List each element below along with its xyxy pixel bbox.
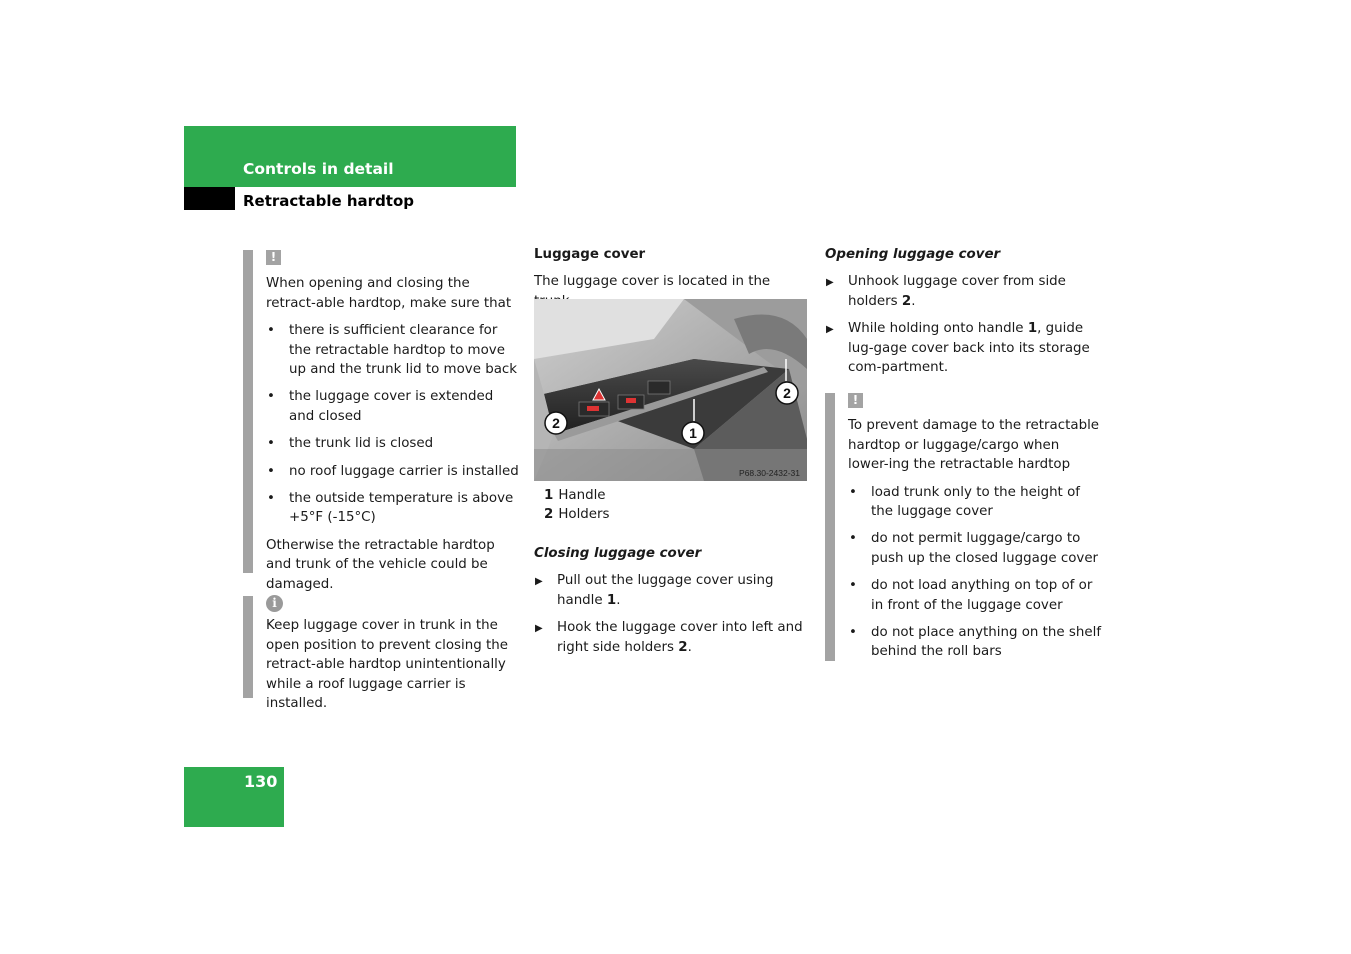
legend-item bbox=[544, 486, 804, 505]
section-title: Controls in detail bbox=[243, 160, 394, 178]
list-item: • the outside temperature is above +5°F (-15°C) bbox=[266, 489, 521, 528]
callout-handle bbox=[682, 422, 704, 444]
opening-step bbox=[825, 319, 1103, 377]
damage-warning-note bbox=[848, 391, 1103, 670]
step-end: . bbox=[687, 639, 692, 655]
step-text: Pull out the luggage cover using handle bbox=[557, 573, 774, 608]
list-item: • no roof luggage carrier is installed bbox=[266, 462, 521, 481]
step-ref: 2 bbox=[901, 293, 912, 309]
closing-section bbox=[534, 544, 804, 665]
list-item: • the luggage cover is extended and closed bbox=[266, 387, 521, 426]
legend-label: Handle bbox=[558, 488, 606, 503]
closing-heading: Closing luggage cover bbox=[534, 546, 702, 561]
info-note-bar bbox=[243, 596, 253, 698]
callout-label: 2 bbox=[783, 385, 791, 401]
list-item: • do not load anything on top of or in front of the luggage cover bbox=[848, 576, 1103, 615]
info-icon: i bbox=[266, 595, 283, 612]
legend-label: Holders bbox=[558, 507, 610, 523]
step-ref: 1 bbox=[606, 592, 617, 608]
warning-intro: When opening and closing the retract-able hardtop, make sure that bbox=[266, 276, 512, 311]
closing-step bbox=[534, 618, 804, 657]
opening-section bbox=[825, 245, 1103, 385]
luggage-cover-figure bbox=[534, 299, 807, 481]
callout-label: 2 bbox=[552, 415, 560, 431]
legend-number: 2 bbox=[544, 507, 554, 523]
step-arrow-icon: ▶ bbox=[535, 623, 543, 635]
callout-holder-left bbox=[545, 412, 567, 434]
step-end: . bbox=[616, 592, 621, 608]
opening-heading: Opening luggage cover bbox=[825, 247, 1001, 262]
opening-step bbox=[825, 272, 1103, 311]
step-end: . bbox=[911, 293, 916, 309]
list-item: • the trunk lid is closed bbox=[266, 434, 521, 453]
warning-icon: ! bbox=[848, 393, 863, 408]
luggage-cover-intro: The luggage cover is located in the bbox=[534, 274, 771, 290]
warning-note bbox=[266, 248, 521, 594]
warning-outro: Otherwise the retractable hardtop and trunk of the vehicle could be damaged. bbox=[266, 537, 495, 592]
warning-icon: ! bbox=[266, 250, 281, 265]
step-text: Unhook luggage cover from side holders bbox=[848, 274, 1066, 309]
callout-label: 1 bbox=[689, 425, 697, 441]
header-marker bbox=[184, 187, 235, 210]
legend-number: 1 bbox=[544, 488, 554, 503]
list-item: • there is sufficient clearance for the retractable hardtop to move up and the trunk lid to move back bbox=[266, 321, 521, 379]
trunk-illustration bbox=[534, 299, 807, 481]
warning-note-bar bbox=[825, 393, 835, 661]
closing-step bbox=[534, 571, 804, 610]
step-text: Hook the luggage cover into left and right side holders bbox=[557, 620, 803, 655]
step-text: While holding onto handle bbox=[848, 321, 1028, 337]
step-arrow-icon: ▶ bbox=[826, 277, 834, 289]
step-arrow-icon: ▶ bbox=[535, 576, 543, 588]
page-number: 130 bbox=[244, 772, 278, 791]
list-item: • do not permit luggage/cargo to push up the closed luggage cover bbox=[848, 529, 1103, 568]
info-note bbox=[266, 594, 521, 713]
luggage-cover-heading: Luggage cover bbox=[534, 247, 646, 262]
step-arrow-icon: ▶ bbox=[826, 324, 834, 336]
list-item: • do not place anything on the shelf behind the roll bars bbox=[848, 623, 1103, 662]
info-text: Keep luggage cover in trunk in the open position to prevent closing the retract-able hardtop unintentionally while a roof luggage carrier is installed. bbox=[266, 618, 508, 712]
step-after: , guide lug-gage cover back into its storage com-partment. bbox=[848, 321, 1090, 376]
callout-holder-right bbox=[776, 382, 798, 404]
subsection-title: Retractable hardtop bbox=[243, 192, 415, 210]
warning-bullet-list bbox=[266, 321, 521, 528]
step-ref: 1 bbox=[1027, 321, 1038, 337]
warning-note-bar bbox=[243, 250, 253, 573]
step-ref: 2 bbox=[678, 639, 688, 655]
figure-legend bbox=[544, 486, 804, 525]
warning-intro: To prevent damage to the retractable hardtop or luggage/cargo when lower-ing the retractable hardtop bbox=[848, 418, 1100, 473]
list-item: • load trunk only to the height of the luggage cover bbox=[848, 483, 1103, 522]
legend-item bbox=[544, 505, 804, 524]
warning-bullet-list bbox=[848, 483, 1103, 662]
figure-code: P68.30-2432-31 bbox=[739, 468, 800, 478]
